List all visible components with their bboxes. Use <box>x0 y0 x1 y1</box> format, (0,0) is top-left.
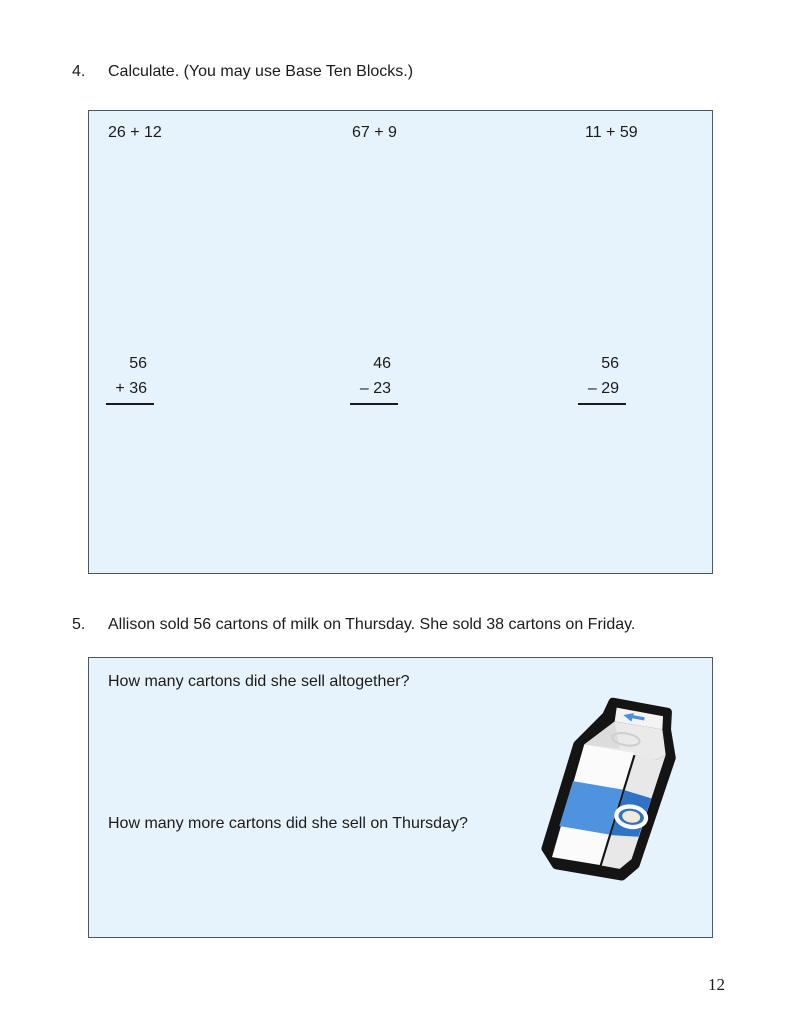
question-4-prompt: Calculate. (You may use Base Ten Blocks.) <box>108 63 414 80</box>
answer-box-q5 <box>88 657 713 938</box>
milk-carton-illustration <box>517 676 687 896</box>
vertical-problem-bottom: + 36 <box>106 376 154 405</box>
question-5-number: 5. <box>72 616 86 633</box>
vertical-problem-bottom: – 23 <box>350 376 398 405</box>
horizontal-problem-1: 26 + 12 <box>108 124 162 141</box>
vertical-problem-2 <box>350 351 398 405</box>
question-5-prompt: Allison sold 56 cartons of milk on Thursday. She sold 38 cartons on Friday. <box>108 616 636 633</box>
horizontal-problem-3: 11 + 59 <box>585 124 638 141</box>
vertical-problem-bottom: – 29 <box>578 376 626 405</box>
vertical-problem-top: 56 <box>601 355 619 372</box>
page-number: 12 <box>708 975 725 994</box>
vertical-problem-1 <box>106 351 154 405</box>
sub-question-1: How many cartons did she sell altogether? <box>108 673 410 690</box>
question-4-number: 4. <box>72 63 86 80</box>
sub-question-2: How many more cartons did she sell on Thursday? <box>108 815 468 832</box>
milk-carton-icon <box>517 676 677 889</box>
horizontal-problem-2: 67 + 9 <box>352 124 397 141</box>
vertical-problem-top: 46 <box>373 355 391 372</box>
work-area-box-q4 <box>88 110 713 574</box>
vertical-problem-top: 56 <box>129 355 147 372</box>
vertical-problem-3 <box>578 351 626 405</box>
